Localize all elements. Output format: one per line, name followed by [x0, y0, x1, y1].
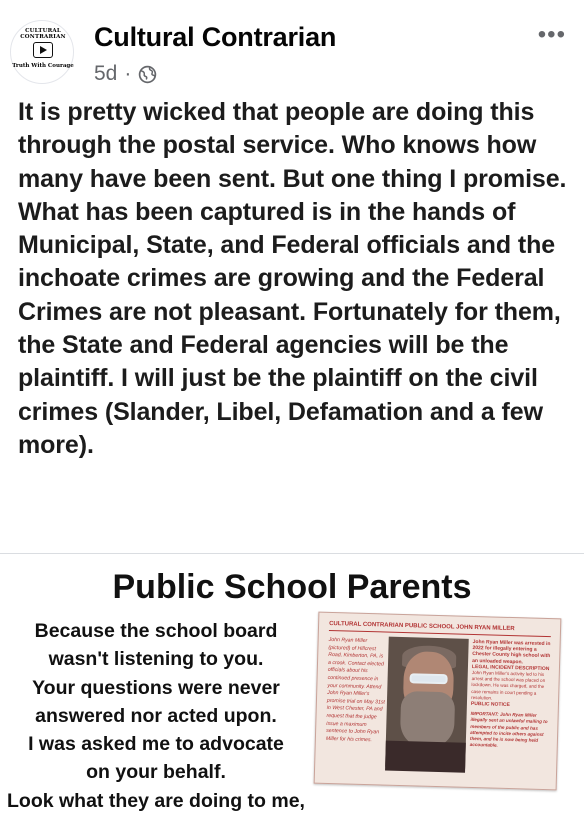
- page-avatar[interactable]: [10, 20, 74, 84]
- flyer-image: [314, 612, 562, 791]
- post-body-text: It is pretty wicked that people are doing this through the postal service. Who knows how many have been sent. But one thing I promise. What has been captured is in the hands of Municipal, State, and Federal officials and the inchoate crimes are growing and the Federal Crimes are not pleasant. Fortunately for them, the State and Federal agencies will be the plaintiff. I will just be the plaintiff on the civil crimes (Slander, Libel, Defamation and a few more).: [18, 98, 567, 459]
- flyer-right-note: PUBLIC NOTICE: [470, 700, 510, 709]
- avatar-tagline: Truth With Courage: [12, 63, 74, 69]
- post-timestamp[interactable]: 5d: [94, 62, 118, 85]
- attachment-line: Look what they are doing to me,: [7, 789, 305, 812]
- attachment-text: [6, 617, 306, 815]
- globe-icon[interactable]: [138, 65, 157, 84]
- flyer-left-text: John Ryan Miller (pictured) of Hillcrest Road, Kimberton, PA, is a crook. Contact elected officials about his continued presence in your community. Attend John Ryan Miller's promise trial on May 31st in West Chester, PA and request that the judge issue a maximum sentence to John Ryan Miller for his crimes.: [325, 636, 385, 743]
- portrait-glasses: [409, 673, 447, 684]
- attached-image[interactable]: [0, 555, 584, 812]
- attachment-line: wasn't listening to you.: [48, 648, 264, 671]
- flyer-right-text: [470, 639, 553, 751]
- attachment-line: Your questions were never: [32, 676, 280, 699]
- attachment-line: answered nor acted upon.: [35, 704, 277, 727]
- attachment-line: Because the school board: [34, 620, 278, 642]
- avatar-logo-text: CULTURAL CONTRARIAN: [20, 28, 66, 40]
- flyer-right-subheading: LEGAL INCIDENT DESCRIPTION: [471, 663, 550, 672]
- flyer-header: CULTURAL CONTRARIAN PUBLIC SCHOOL JOHN RYAN MILLER: [329, 621, 551, 637]
- portrait-shirt: [385, 741, 466, 773]
- author-name[interactable]: Cultural Contrarian: [94, 22, 337, 52]
- flyer-right-italic: IMPORTANT: John Ryan Miller illegally sent an unlawful mailing to members of the public and has attempted to incite others against them, and he is now being held accountable.: [469, 711, 548, 748]
- post-header: [0, 0, 584, 92]
- attachment-line: I was asked me to advocate: [28, 733, 284, 756]
- post-meta: [94, 62, 157, 86]
- divider: [0, 553, 584, 554]
- flyer-right-heading: John Ryan Miller was arrested in 2022 for illegally entering a Chester County high school with an unloaded weapon.: [472, 638, 551, 665]
- attachment-title: Public School Parents: [112, 568, 472, 606]
- meta-separator: ·: [124, 62, 132, 85]
- more-options-icon[interactable]: •••: [537, 21, 566, 48]
- play-icon: [33, 42, 53, 58]
- attachment-line: on your behalf.: [86, 761, 226, 784]
- flyer-portrait: [385, 637, 469, 769]
- portrait-beard: [400, 691, 456, 748]
- flyer-right-body: John Ryan Miller's activity led to his arrest and the school was placed on lockdown. He was charged, and the case remains in court pending a resolution.: [471, 669, 546, 701]
